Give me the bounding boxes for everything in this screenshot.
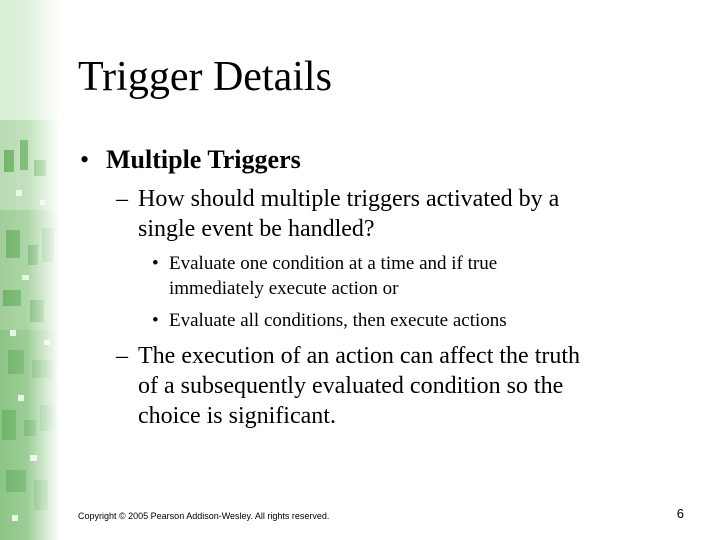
- sub-bullet-line: choice is significant.: [138, 403, 336, 429]
- sub-bullet-line: How should multiple triggers activated by a: [138, 186, 560, 212]
- copyright-footer: Copyright © 2005 Pearson Addison-Wesley. All rights reserved.: [78, 511, 330, 521]
- bullet-dot-icon: •: [80, 145, 90, 174]
- bullet-dot-icon: •: [152, 310, 159, 331]
- slide-title: Trigger Details: [78, 54, 332, 100]
- dash-icon: –: [116, 186, 128, 212]
- sub-sub-bullet-line: Evaluate all conditions, then execute actions: [169, 310, 507, 331]
- sub-bullet-line: single event be handled?: [138, 216, 375, 242]
- sub-sub-bullet-line: Evaluate one condition at a time and if true: [169, 253, 498, 274]
- page-number: 6: [676, 506, 684, 521]
- sub-bullet-line: The execution of an action can affect the truth: [138, 343, 581, 369]
- bullet-dot-icon: •: [152, 253, 159, 274]
- bullet-multiple-triggers: [80, 144, 301, 176]
- dash-icon: –: [116, 343, 128, 369]
- sub-sub-bullet-line: immediately execute action or: [169, 278, 399, 299]
- bullet-text: Multiple Triggers: [106, 145, 301, 174]
- decorative-city-image: [0, 0, 60, 540]
- sub-bullet-line: of a subsequently evaluated condition so the: [138, 373, 564, 399]
